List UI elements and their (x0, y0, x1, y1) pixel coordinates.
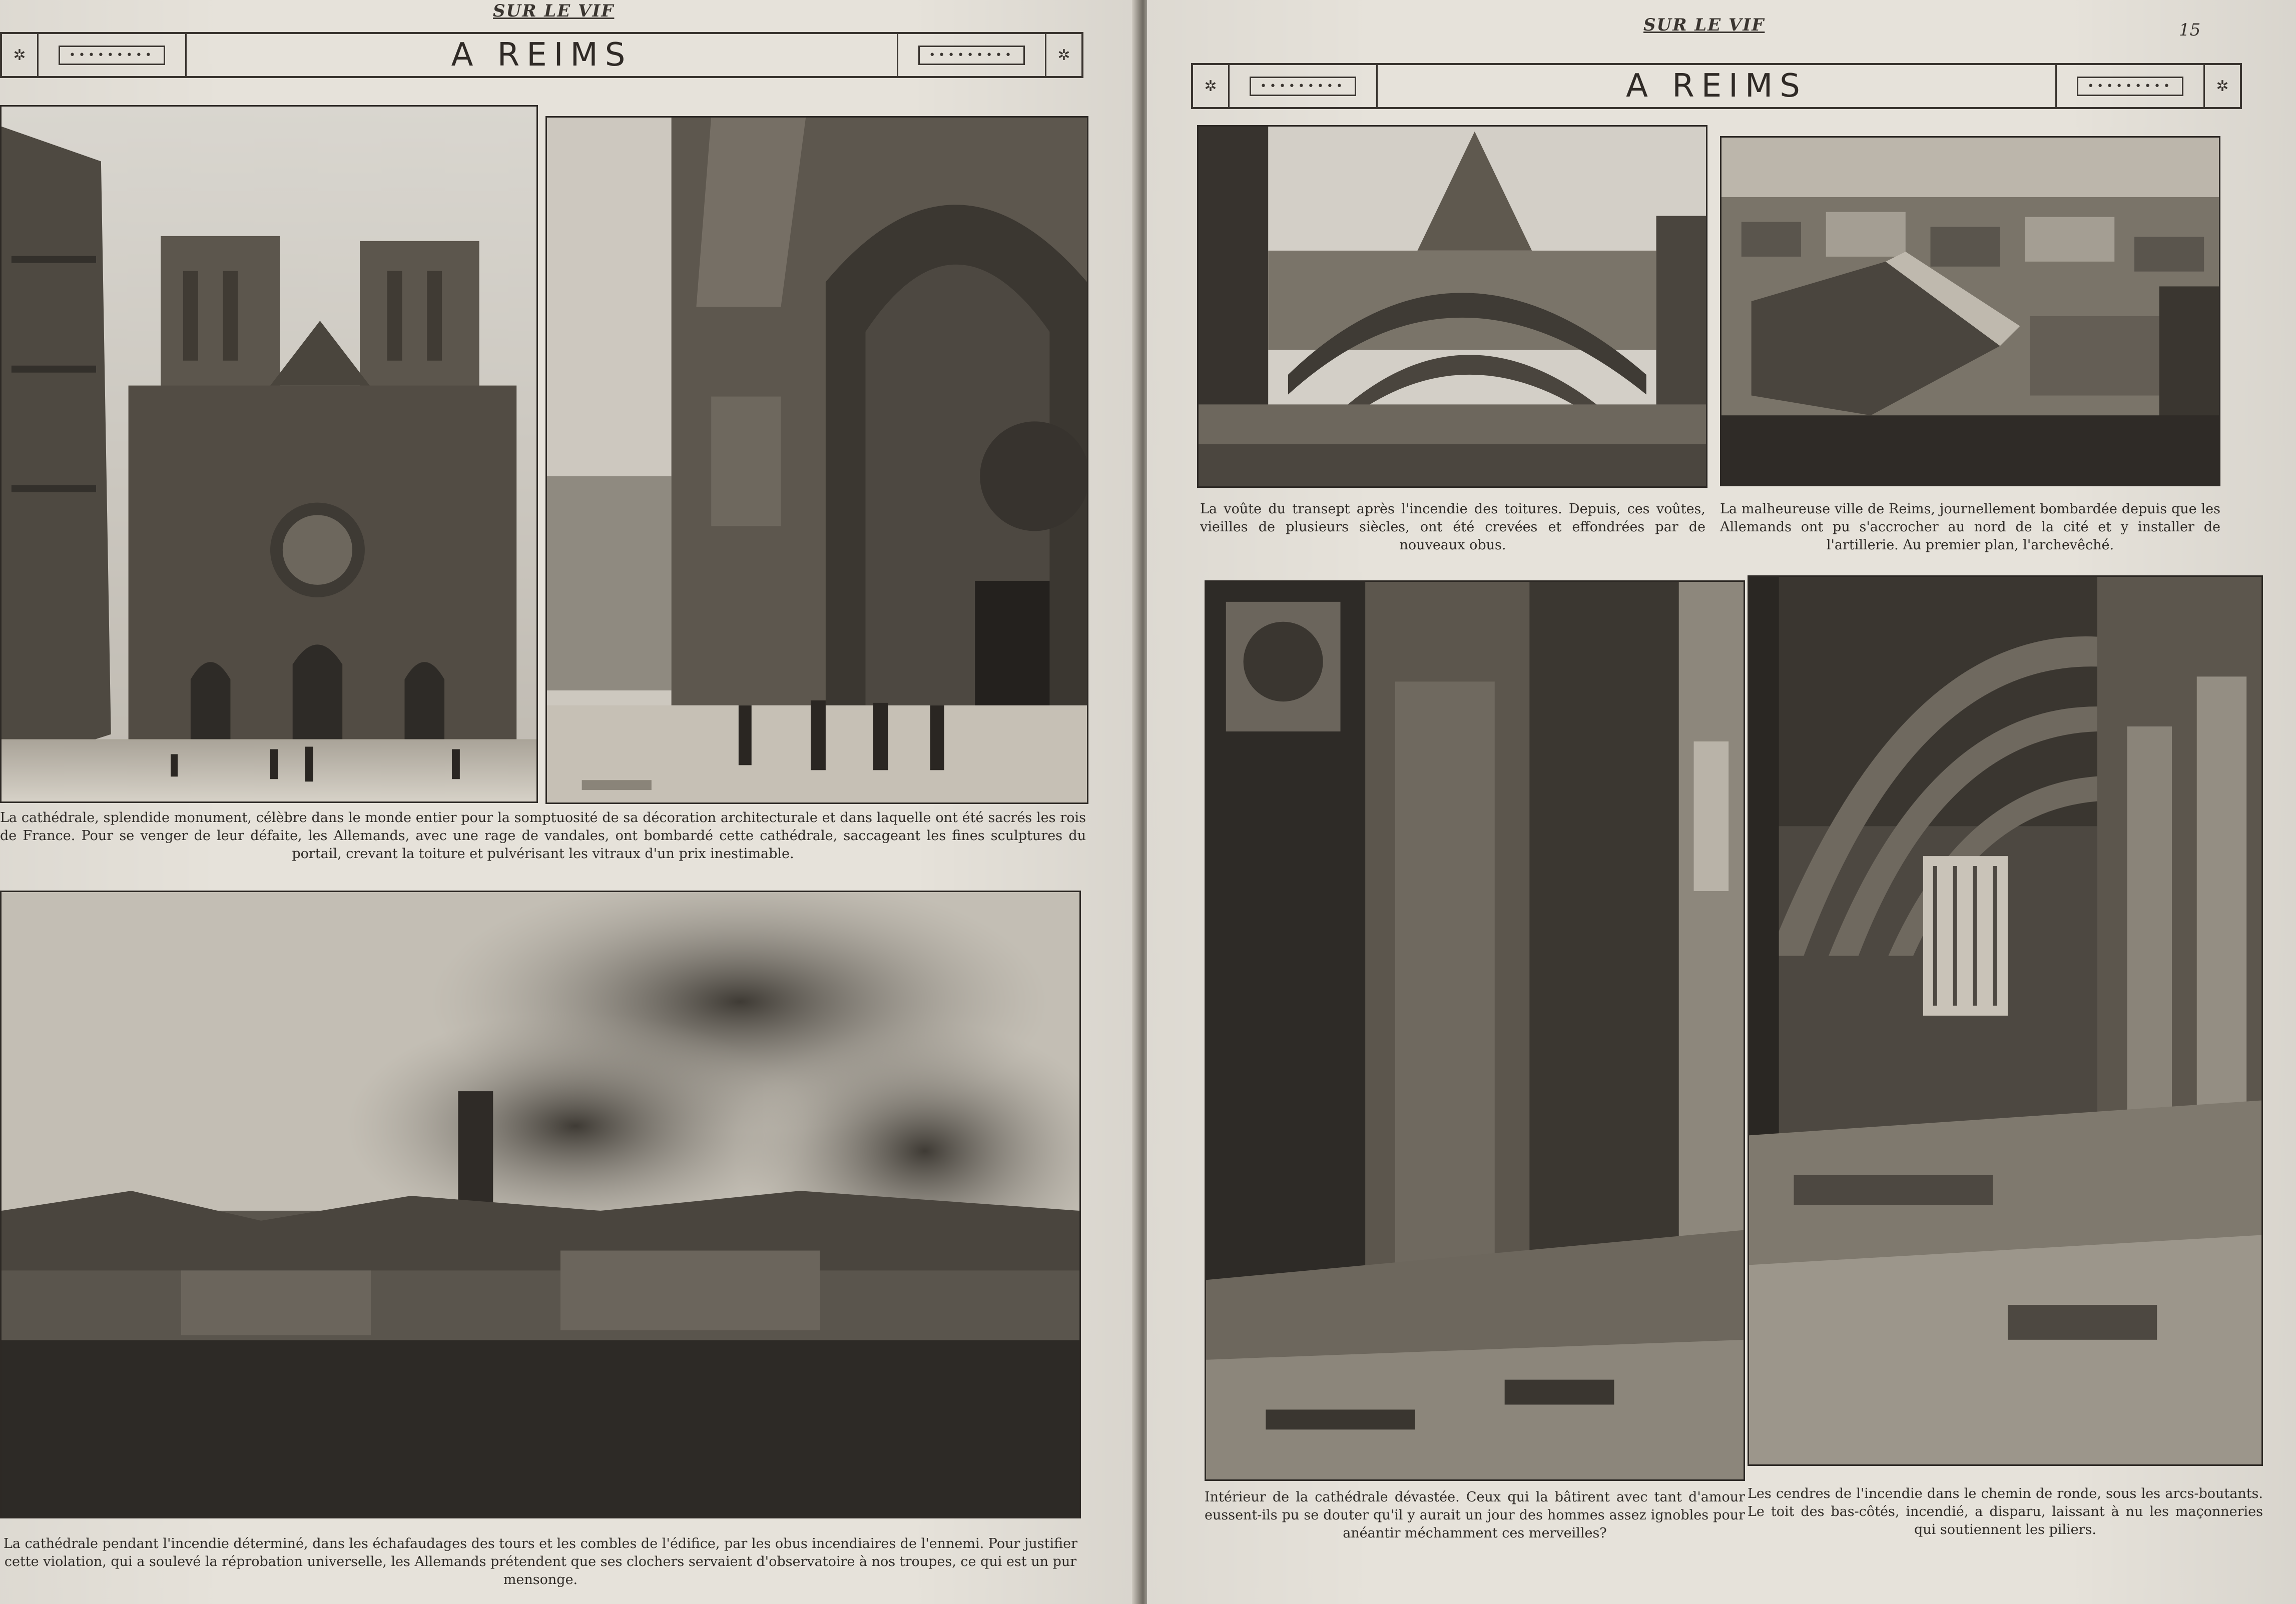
photo-cathedral-facade (0, 105, 538, 803)
photo-nave-aisle (1748, 575, 2263, 1466)
dot-ornament: ••••••••• (2057, 65, 2205, 107)
right-page (1147, 0, 2296, 1604)
caption-transept-vault: La voûte du transept après l'incendie des toitures. Depuis, ces voûtes, vieilles de plusieurs siècles, ont été crevées et effondrées par de nouveaux obus. (1200, 501, 1705, 553)
photo-cathedral-interior (1205, 580, 1745, 1481)
running-head: SUR LE VIF (493, 1, 615, 21)
running-head: SUR LE VIF (1643, 15, 1765, 35)
left-page (0, 0, 1136, 1604)
star-ornament: ✲ (1193, 65, 1230, 107)
star-ornament: ✲ (1057, 46, 1070, 64)
star-ornament: ✲ (2216, 77, 2229, 95)
caption-city-view: La malheureuse ville de Reims, journellement bombardée depuis que les Allemands ont pu s'accrocher au nord de la cité et y installer de l'artillerie. Au premier plan, l'archevêché. (1720, 501, 2220, 553)
section-banner (1191, 63, 2242, 109)
banner-title: A REIMS (187, 34, 898, 76)
star-ornament: ✲ (2, 34, 39, 76)
page-number: 15 (2179, 20, 2201, 40)
dot-ornament: ••••••••• (1230, 65, 1378, 107)
caption-cathedral-interior: Intérieur de la cathédrale dévastée. Ceux qui la bâtirent avec tant d'amour eussent-ils pu se douter qu'il y aurait un jour des hommes assez ignobles pour anéantir méchamment ces merveilles? (1205, 1489, 1745, 1541)
dot-ornament: ••••••••• (39, 34, 187, 76)
caption-cathedral-facade: La cathédrale, splendide monument, célèbre dans le monde entier pour la somptuosité de sa décoration architecturale et dans laquelle ont été sacrés les rois de France. Pour se venger de leur défaite, les Allemands, avec une rage de vandales, ont bombardé cette cathédrale, saccageant les fines sculptures du portail, crevant la toiture et pulvérisant les vitraux d'un prix inestimable. (0, 810, 1086, 862)
photo-city-view (1720, 136, 2220, 486)
banner-title: A REIMS (1378, 65, 2057, 107)
photo-damaged-portal (545, 116, 1088, 804)
caption-nave-aisle: Les cendres de l'incendie dans le chemin de ronde, sous les arcs-boutants. Le toit des bas-côtés, incendié, a disparu, laissant à nu les maçonneries qui soutiennent les piliers. (1748, 1486, 2263, 1537)
photo-cathedral-burning (0, 891, 1081, 1518)
section-banner (0, 32, 1083, 78)
photo-transept-vault (1197, 125, 1707, 488)
dot-ornament: ••••••••• (898, 34, 1046, 76)
caption-cathedral-burning: La cathédrale pendant l'incendie déterminé, dans les échafaudages des tours et les combles de l'édifice, par les obus incendiaires de l'ennemi. Pour justifier cette violation, qui a soulevé la réprobation universelle, les Allemands prétendent que ses clochers servaient d'observatoire à nos troupes, ce qui est un pur mensonge. (3, 1536, 1078, 1587)
